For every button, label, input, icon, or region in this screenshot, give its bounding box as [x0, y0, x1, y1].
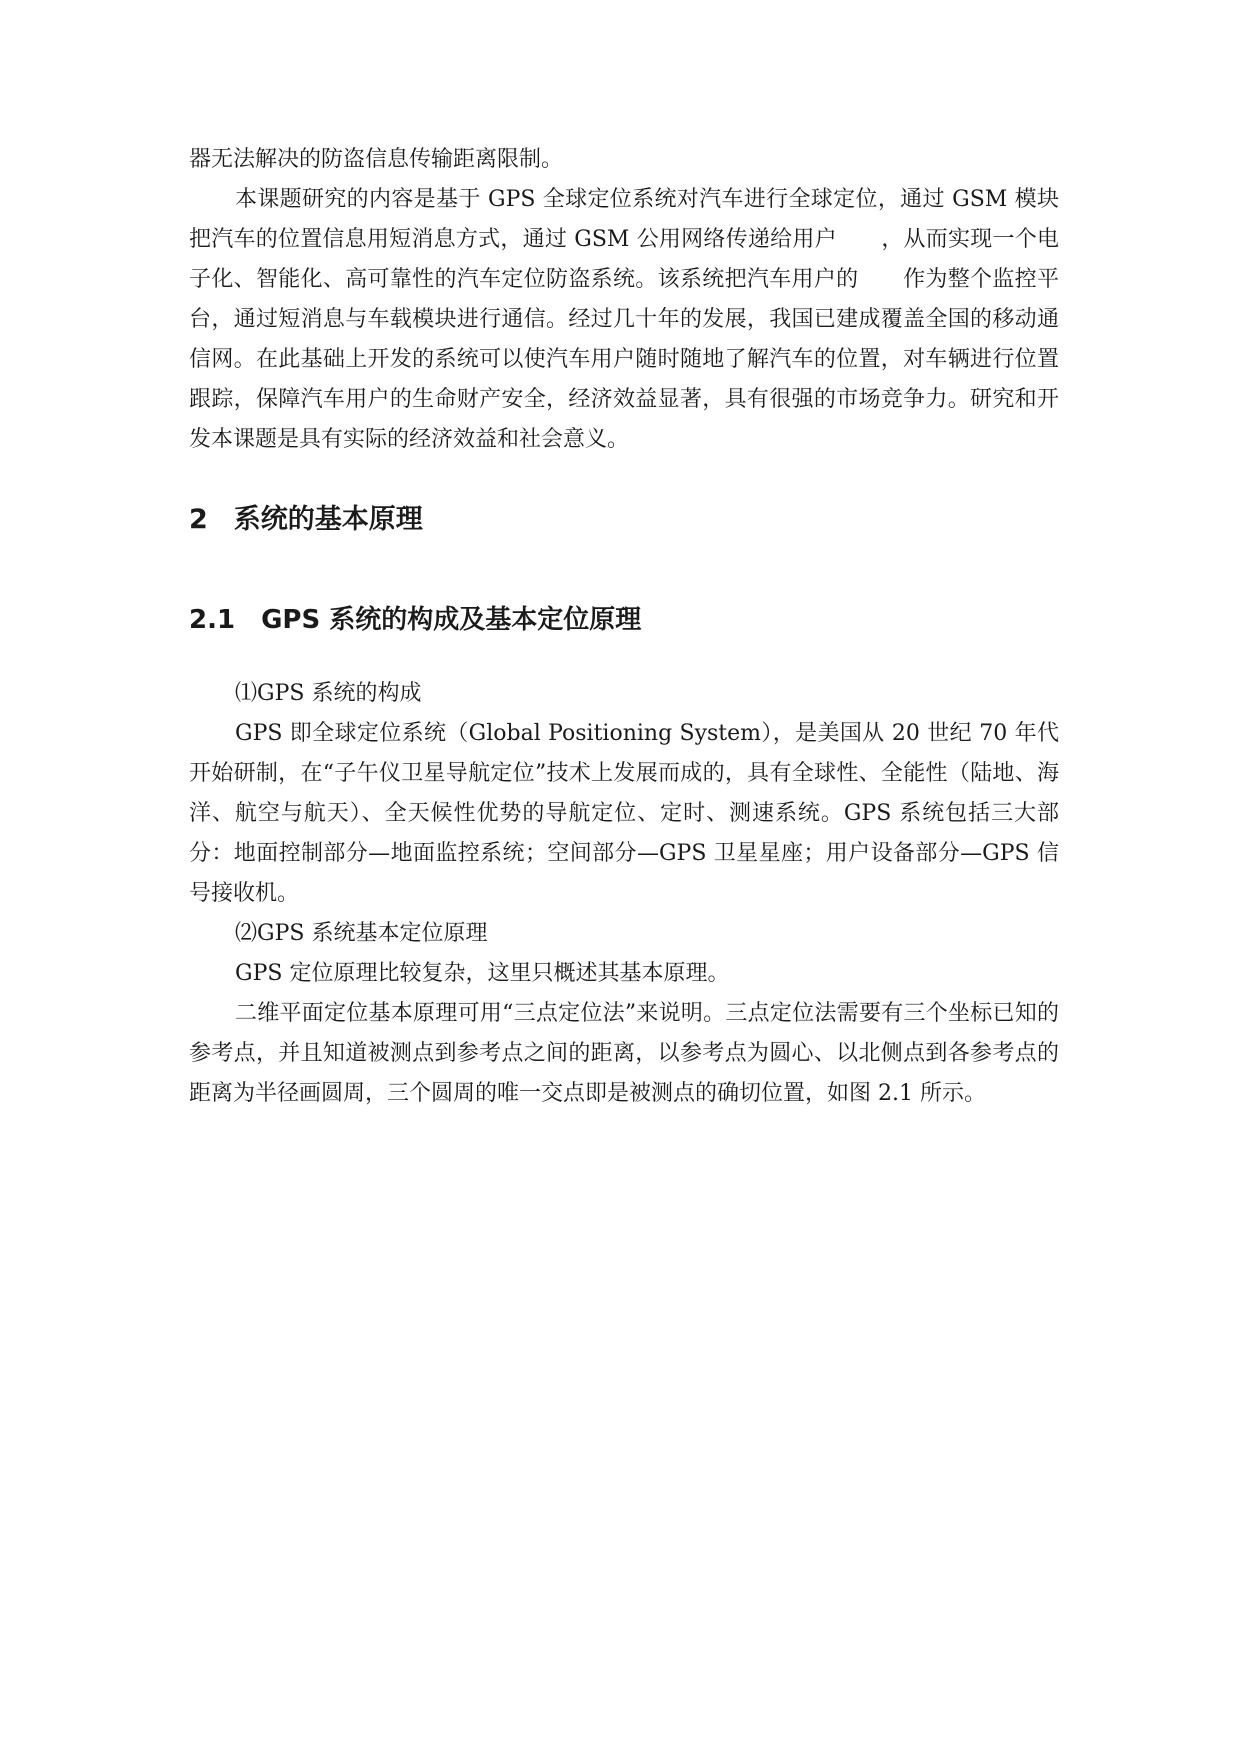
document-page — [189, 140, 1059, 1114]
body-paragraph-3: ⑵GPS 系统基本定位原理 — [235, 921, 488, 946]
section-number: 2 — [189, 504, 208, 535]
intro-paragraph-2: 本课题研究的内容是基于 GPS 全球定位系统对汽车进行全球定位，通过 GSM 模块把汽车的位置信息用短消息方式，通过 GSM 公用网络传递给用户 ，从而实现一个电子化、智能化、高可靠性的汽车定位防盗系统。该系统把汽车用户的 作为整个监控平台，通过短消息与车载模块进行通信。经过几十年的发展，我国已建成覆盖全国的移动通信网。在此基础上开发的系统可以使汽车用户随时随地了解汽车的位置，对车辆进行位置跟踪，保障汽车用户的生命财产安全，经济效益显著，具有很强的市场竞争力。研究和开发本课题是具有实际的经济效益和社会意义。 — [189, 187, 1059, 452]
intro-paragraph-1: 器无法解决的防盗信息传输距离限制。 — [189, 147, 564, 172]
section-heading — [189, 500, 1059, 540]
body-paragraph-2: GPS 即全球定位系统（Global Positioning System），是美国从 20 世纪 70 年代开始研制，在“子午仪卫星导航定位”技术上发展而成的，具有全球性、全能性（陆地、海洋、航空与航天）、全天候性优势的导航定位、定时、测速系统。GPS 系统包括三大部分：地面控制部分—地面监控系统；空间部分—GPS 卫星星座；用户设备部分—GPS 信号接收机。 — [189, 721, 1059, 906]
body-paragraph-4: GPS 定位原理比较复杂，这里只概述其基本原理。 — [235, 961, 730, 986]
body-paragraph-5: 二维平面定位基本原理可用“三点定位法”来说明。三点定位法需要有三个坐标已知的参考点，并且知道被测点到参考点之间的距离，以参考点为圆心、以北侧点到各参考点的距离为半径画圆周，三个圆周的唯一交点即是被测点的确切位置，如图 2.1 所示。 — [189, 1001, 1059, 1106]
body-paragraph-1: ⑴GPS 系统的构成 — [235, 681, 422, 706]
section-title: 系统的基本原理 — [233, 504, 423, 535]
subsection-number: 2.1 — [189, 605, 236, 635]
subsection-title: GPS 系统的构成及基本定位原理 — [261, 605, 642, 635]
subsection-heading — [189, 600, 1059, 640]
